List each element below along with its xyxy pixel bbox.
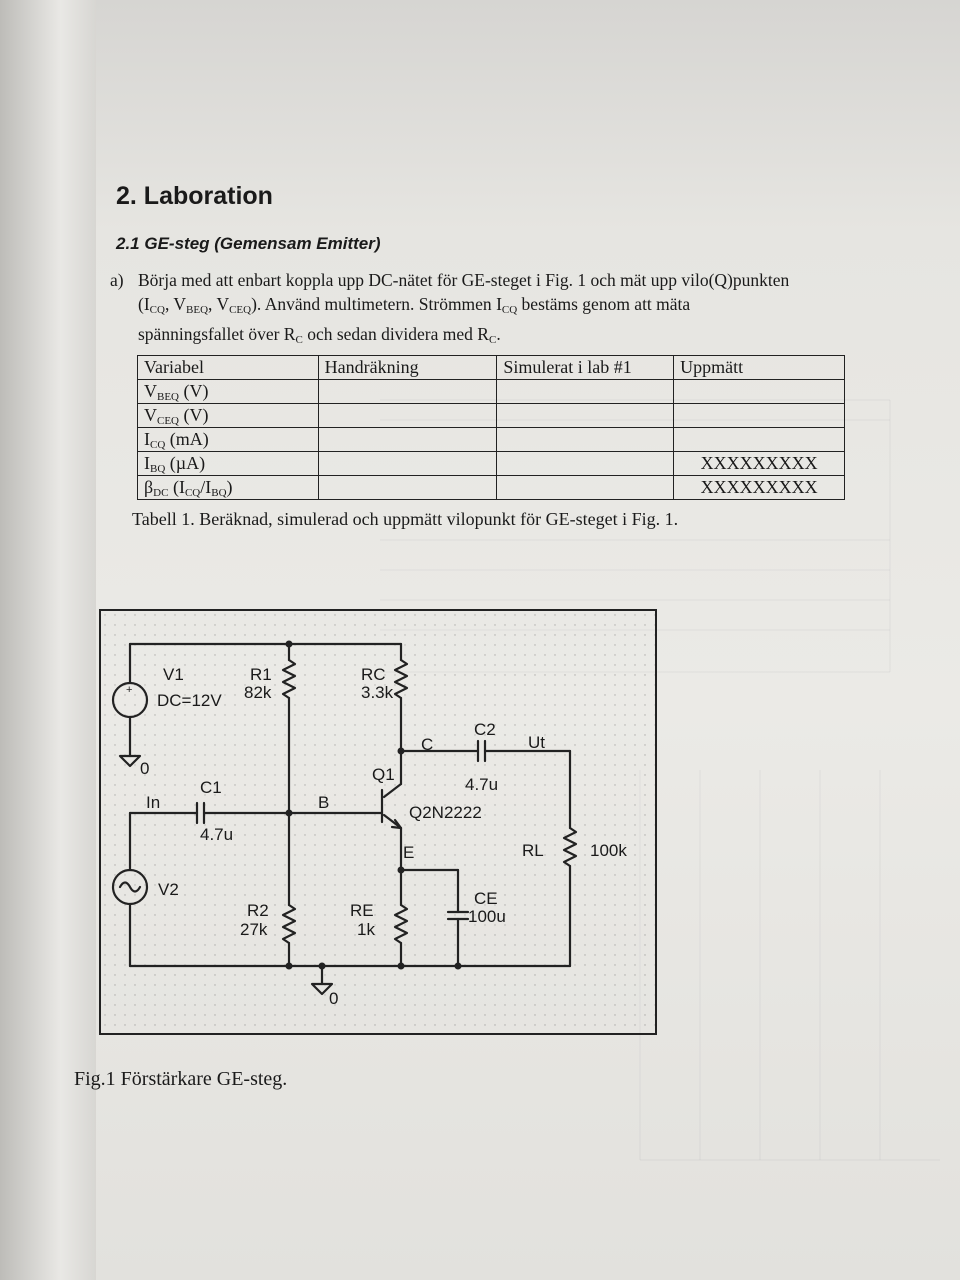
symbol: R [477,324,489,344]
label-node-b: B [318,793,330,812]
label-v1: V1 [163,665,184,684]
table-cell-blocked: XXXXXXXXX [674,476,845,500]
symbol: V [173,294,187,314]
junction-dot [398,748,405,755]
junction-dot [286,963,293,970]
plus-sign-icon: + [126,684,133,696]
label-ce: CE [474,889,498,908]
symbol: I [144,452,150,473]
unit: (V) [179,404,209,425]
label-rl-value: 100k [590,841,627,860]
table-cell-blocked: XXXXXXXXX [674,452,845,476]
task-text-fragment: spänningsfallet över [138,324,284,344]
table-header: Uppmätt [674,356,845,380]
subscript: BEQ [157,390,179,403]
junction-dot [398,867,405,874]
task-text-fragment: , [164,294,174,314]
unit: / [200,476,206,497]
table-caption: Tabell 1. Beräknad, simulerad och uppmätt vilopunkt för GE-steget i Fig. 1. [132,509,679,529]
subscript: CQ [150,438,166,451]
symbol: I [205,476,212,497]
table-header: Simulerat i lab #1 [497,356,674,380]
label-rc: RC [361,665,386,684]
subscript: C [488,334,497,346]
label-c2: C2 [474,720,496,739]
label-ground-top: 0 [140,759,150,778]
subscript: BQ [211,486,227,499]
subscript: CEQ [229,304,252,316]
label-transistor-type: Q2N2222 [409,803,482,822]
label-rl: RL [522,841,544,860]
subsection-title: 2.1 GE-steg (Gemensam Emitter) [116,234,381,253]
symbol: I [143,294,150,314]
task-text-fragment: . [496,324,501,344]
label-rc-value: 3.3k [361,683,394,702]
unit: (mA) [165,428,209,449]
subscript: DC [153,486,169,499]
symbol: I [144,428,150,449]
symbol: I [178,476,185,497]
label-in: In [146,793,161,812]
symbol: V [144,404,157,425]
label-r2: R2 [247,901,269,920]
label-q1: Q1 [372,765,395,784]
label-ut: Ut [528,733,545,752]
symbol: I [496,294,502,314]
subscript: BQ [150,462,166,475]
subscript: CEQ [157,414,179,427]
label-r1: R1 [250,665,272,684]
label-node-e: E [403,843,415,862]
subscript: C [295,334,303,346]
junction-dot [286,810,293,817]
label-c2-value: 4.7u [465,775,499,794]
label-node-c: C [421,735,434,754]
table-header: Handräkning [318,356,497,380]
junction-dot [286,641,293,648]
label-ce-value: 100u [468,907,506,926]
label-v1-value: DC=12V [157,691,222,710]
task-line-1: Börja med att enbart koppla upp DC-nätet för GE-steget i Fig. 1 och mät upp vilo(Q)punkten [138,270,790,290]
label-re: RE [350,901,374,920]
junction-dot [319,963,326,970]
task-letter: a) [110,270,124,290]
subscript: CQ [501,304,518,316]
label-re-value: 1k [357,920,375,939]
unit: (µA) [165,452,206,473]
label-c1: C1 [200,778,222,797]
subscript: BEQ [186,304,209,316]
label-c1-value: 4.7u [200,825,234,844]
unit: ( [168,476,179,497]
symbol: β [144,476,154,497]
task-text-fragment: och sedan dividera med [302,324,478,344]
label-r1-value: 82k [244,683,272,702]
section-title: 2. Laboration [116,182,273,210]
symbol: R [283,324,296,344]
subscript: CQ [184,486,201,499]
unit: (V) [179,380,209,401]
label-ground-bottom: 0 [329,989,339,1008]
task-text-fragment: , [208,294,217,314]
subscript: CQ [149,304,165,316]
junction-dot [455,963,462,970]
figure-caption: Fig.1 Förstärkare GE-steg. [74,1068,288,1090]
label-v2: V2 [158,880,179,899]
task-text-fragment: ( [138,294,144,314]
task-text-fragment: ). Använd multimetern. Strömmen [251,294,497,314]
task-text-fragment: bestäms genom att mäta [517,294,691,314]
symbol: V [216,294,230,314]
symbol: V [144,380,157,401]
junction-dot [398,963,405,970]
table-header: Variabel [138,356,319,380]
unit: ) [226,476,233,497]
label-r2-value: 27k [240,920,268,939]
